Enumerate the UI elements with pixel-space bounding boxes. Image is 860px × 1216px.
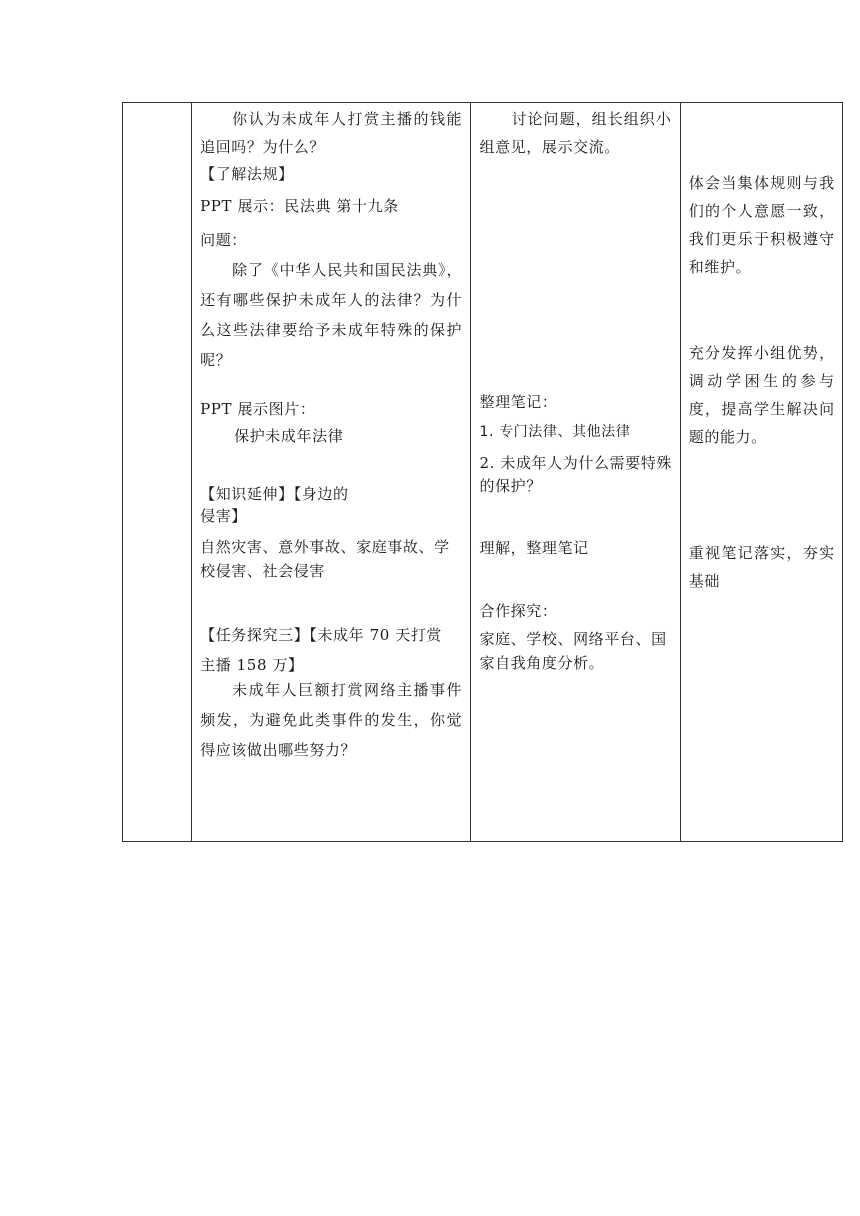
harm-types: 自然灾害、意外事故、家庭事故、学校侵害、社会侵害: [200, 538, 450, 580]
cooperative-inquiry-title: 合作探究：: [479, 602, 558, 620]
heading-task-three: 【任务探究三】【未成年 70 天打赏: [200, 626, 443, 644]
heading-understand-laws: 【了解法规】: [200, 165, 294, 183]
note-item-2: 2. 未成年人为什么需要特殊的保护？: [479, 454, 672, 495]
ppt-image-caption: 保护未成年法律: [234, 427, 344, 445]
ppt-show-images: PPT 展示图片：: [200, 400, 316, 418]
notes-title: 整理笔记：: [479, 393, 558, 411]
intent-notes-foundation: 重视笔记落实，夯实基础: [688, 544, 835, 590]
cooperative-inquiry-body: 家庭、学校、网络平台、国家自我角度分析。: [479, 630, 667, 672]
student-activity-cell: [471, 103, 680, 842]
lesson-plan-table: [122, 102, 843, 842]
question-label: 问题：: [200, 231, 247, 249]
table-row: [123, 103, 843, 842]
heading-knowledge-extension-cont: 侵害】: [200, 507, 247, 525]
section-cell: [123, 103, 192, 842]
design-intent-cell: [680, 103, 842, 842]
teacher-activity-cell: [192, 103, 471, 842]
understand-notes: 理解，整理笔记: [479, 539, 589, 557]
heading-task-three-cont: 主播 158 万】: [200, 656, 304, 674]
intent-collective-rules: 体会当集体规则与我们的个人意愿一致，我们更乐于积极遵守和维护。: [688, 174, 835, 276]
question-prevent-tipping: 未成年人巨额打赏网络主播事件频发，为避免此类事件的发生，你觉得应该做出哪些努力？: [200, 681, 463, 759]
ppt-civil-code: PPT 展示：民法典 第十九条: [200, 197, 399, 215]
discussion-activity: 讨论问题，组长组织小组意见，展示交流。: [479, 110, 672, 156]
note-item-1: 1. 专门法律、其他法律: [479, 424, 631, 440]
heading-knowledge-extension: 【知识延伸】【身边的: [200, 485, 349, 503]
intent-group-advantage: 充分发挥小组优势，调动学困生的参与度，提高学生解决问题的能力。: [688, 344, 835, 446]
question-recover-money: 你认为未成年人打赏主播的钱能追回吗？为什么？: [200, 110, 463, 156]
question-protection-laws: 除了《中华人民共和国民法典》，还有哪些保护未成年人的法律？为什么这些法律要给予未成年特殊的保护呢？: [200, 261, 463, 369]
